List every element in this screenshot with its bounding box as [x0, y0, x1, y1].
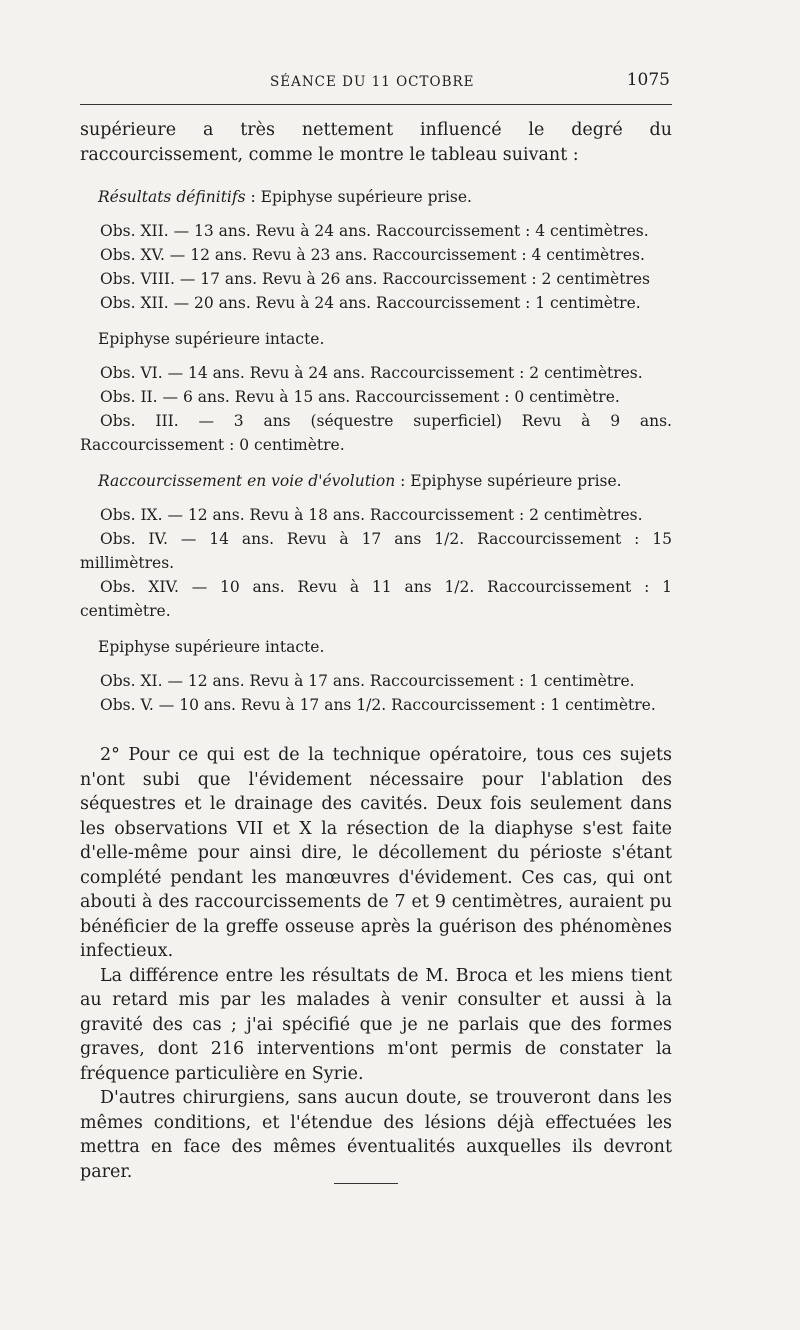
results-table: [80, 185, 672, 717]
running-title: SÉANCE DU 11 OCTOBRE: [270, 74, 475, 90]
obs-line: Obs. IX. — 12 ans. Revu à 18 ans. Raccourcissement : 2 centimètres.: [100, 506, 643, 524]
obs-line: Obs. XII. — 20 ans. Revu à 24 ans. Raccourcissement : 1 centimètre.: [100, 294, 641, 312]
obs-line: Obs. II. — 6 ans. Revu à 15 ans. Raccourcissement : 0 centimètre.: [100, 388, 620, 406]
obs-line: Obs. VIII. — 17 ans. Revu à 26 ans. Raccourcissement : 2 centimètres: [100, 270, 651, 288]
body-paragraph: La différence entre les résultats de M. Broca et les miens tient au retard mis par les malades à venir consulter et aussi à la gravité des cas ; j'ai spécifié que je ne parlais que des formes graves, dont 216 interventions m'ont permis de constater la fréquence particulière en Syrie.: [80, 965, 672, 1084]
heading-italic: Raccourcissement en voie d'évolution: [98, 472, 396, 490]
obs-line: Obs. VI. — 14 ans. Revu à 24 ans. Raccourcissement : 2 centimètres.: [100, 364, 643, 382]
section-heading-final: Résultats définitifs : Epiphyse supérieure prise.: [98, 188, 472, 206]
obs-line: Obs. XI. — 12 ans. Revu à 17 ans. Raccourcissement : 1 centimètre.: [100, 672, 635, 690]
obs-line: Obs. III. — 3 ans (séquestre superficiel) Revu à 9 ans. Raccourcissement : 0 centimètre.: [80, 412, 672, 454]
page-header: [80, 70, 670, 94]
obs-line: Obs. XIV. — 10 ans. Revu à 11 ans 1/2. Raccourcissement : 1 centimètre.: [80, 578, 672, 620]
obs-line: Obs. IV. — 14 ans. Revu à 17 ans 1/2. Raccourcissement : 15 millimètres.: [80, 530, 672, 572]
closing-rule: [334, 1183, 398, 1184]
body-paragraph: 2° Pour ce qui est de la technique opératoire, tous ces sujets n'ont subi que l'évidement nécessaire pour l'ablation des séquestres et le drainage des cavités. Deux fois seulement dans les observations VII et X la résection de la diaphyse s'est faite d'elle-même pour ainsi dire, le décollement du périoste s'étant complété pendant les manœuvres d'évidement. Ces cas, qui ont abouti à des raccourcissements de 7 et 9 centimètres, auraient pu bénéficier de la greffe osseuse après la guérison des phénomènes infectieux.: [80, 745, 672, 961]
obs-line: Obs. XII. — 13 ans. Revu à 24 ans. Raccourcissement : 4 centimètres.: [100, 222, 649, 240]
page-body: [80, 118, 672, 1184]
body-paragraph: D'autres chirurgiens, sans aucun doute, se trouveront dans les mêmes conditions, et l'étendue des lésions déjà effectuées les mettra en face des mêmes éventualités auxquelles ils devront parer.: [80, 1088, 672, 1182]
section-heading-evolving: Raccourcissement en voie d'évolution : Epiphyse supérieure prise.: [98, 472, 622, 490]
intro-paragraph: supérieure a très nettement influencé le degré du raccourcissement, comme le montre le tableau suivant :: [80, 120, 672, 165]
obs-line: Obs. XV. — 12 ans. Revu à 23 ans. Raccourcissement : 4 centimètres.: [100, 246, 645, 264]
section-heading-intact-2: Epiphyse supérieure intacte.: [98, 638, 325, 656]
heading-italic: Résultats définitifs: [98, 188, 246, 206]
header-rule: [80, 104, 672, 105]
section-heading-intact: Epiphyse supérieure intacte.: [98, 330, 325, 348]
page-number: 1075: [626, 70, 670, 90]
obs-line: Obs. V. — 10 ans. Revu à 17 ans 1/2. Raccourcissement : 1 centimètre.: [100, 696, 656, 714]
